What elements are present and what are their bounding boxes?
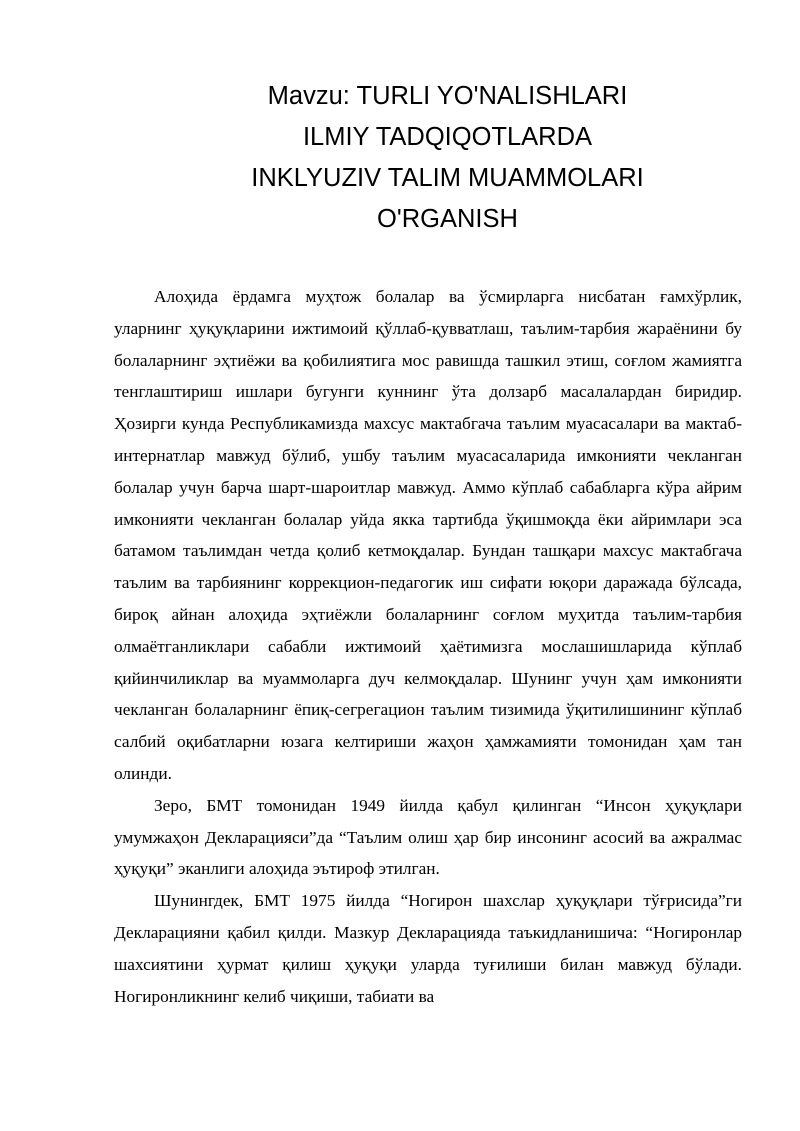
paragraph-2: Зеро, БМТ томонидан 1949 йилда қабул қилинган “Инсон ҳуқуқлари умумжаҳон Декларацияси”да “Таълим олиш ҳар бир инсонинг асосий ва ажралмас ҳуқуқи” эканлиги алоҳида эътироф этилган. bbox=[114, 795, 742, 879]
title-line-3: INKLYUZIV TALIM MUAMMOLARI bbox=[251, 164, 644, 192]
title-line-1: Mavzu: TURLI YO'NALISHLARI bbox=[267, 82, 628, 110]
document-title bbox=[140, 76, 755, 240]
paragraph-1: Алоҳида ёрдамга муҳтож болалар ва ўсмирларга нисбатан ғамхўрлик, уларнинг ҳуқуқларини ижтимоий қўллаб-қувватлаш, таълим-тарбия жараёнини бу болаларнинг эҳтиёжи ва қобилиятига мос равишда ташкил этиш, соғлом жамиятга тенглаштириш ишлари бугунги куннинг ўта долзарб масалалардан биридир. Ҳозирги кунда Республикамизда махсус мактабгача таълим муасасалари ва мактаб-интернатлар мавжуд бўлиб, ушбу таълим муасасаларида имконияти чекланган болалар учун барча шарт-шароитлар мавжуд. Аммо кўплаб сабабларга кўра айрим имконияти чекланган болалар уйда якка тартибда ўқишмоқда ёки айримлари эса батамом таълимдан четда қолиб кетмоқдалар. Бундан ташқари махсус мактабгача таълим ва тарбиянинг коррекцион-педагогик иш сифати юқори даражада бўлсада, бироқ айнан алоҳида эҳтиёжли болаларнинг соғлом муҳитда таълим-тарбия олмаётганликлари сабабли ижтимоий ҳаётимизга мослашишларида кўплаб қийинчиликлар ва муаммоларга дуч келмоқдалар. Шунинг учун ҳам имконияти чекланган болаларнинг ёпиқ-сегрегацион таълим тизимида ўқитилишининг кўплаб салбий оқибатларни юзага келтириши жаҳон ҳамжамияти томонидан ҳам тан олинди. bbox=[114, 287, 742, 783]
paragraph-3: Шунингдек, БМТ 1975 йилда “Ногирон шахслар ҳуқуқлари тўғрисида”ги Декларацияни қабил қилди. Мазкур Декларацияда таъкидланишича: “Ногиронлар шахсиятини ҳурмат қилиш ҳуқуқи уларда туғилиши билан мавжуд бўлади. Ногиронликнинг келиб чиқиши, табиати ва bbox=[114, 891, 742, 1006]
document-body bbox=[114, 281, 742, 1012]
title-line-4: O'RGANISH bbox=[377, 205, 518, 233]
title-line-2: ILMIY TADQIQOTLARDA bbox=[302, 123, 593, 151]
